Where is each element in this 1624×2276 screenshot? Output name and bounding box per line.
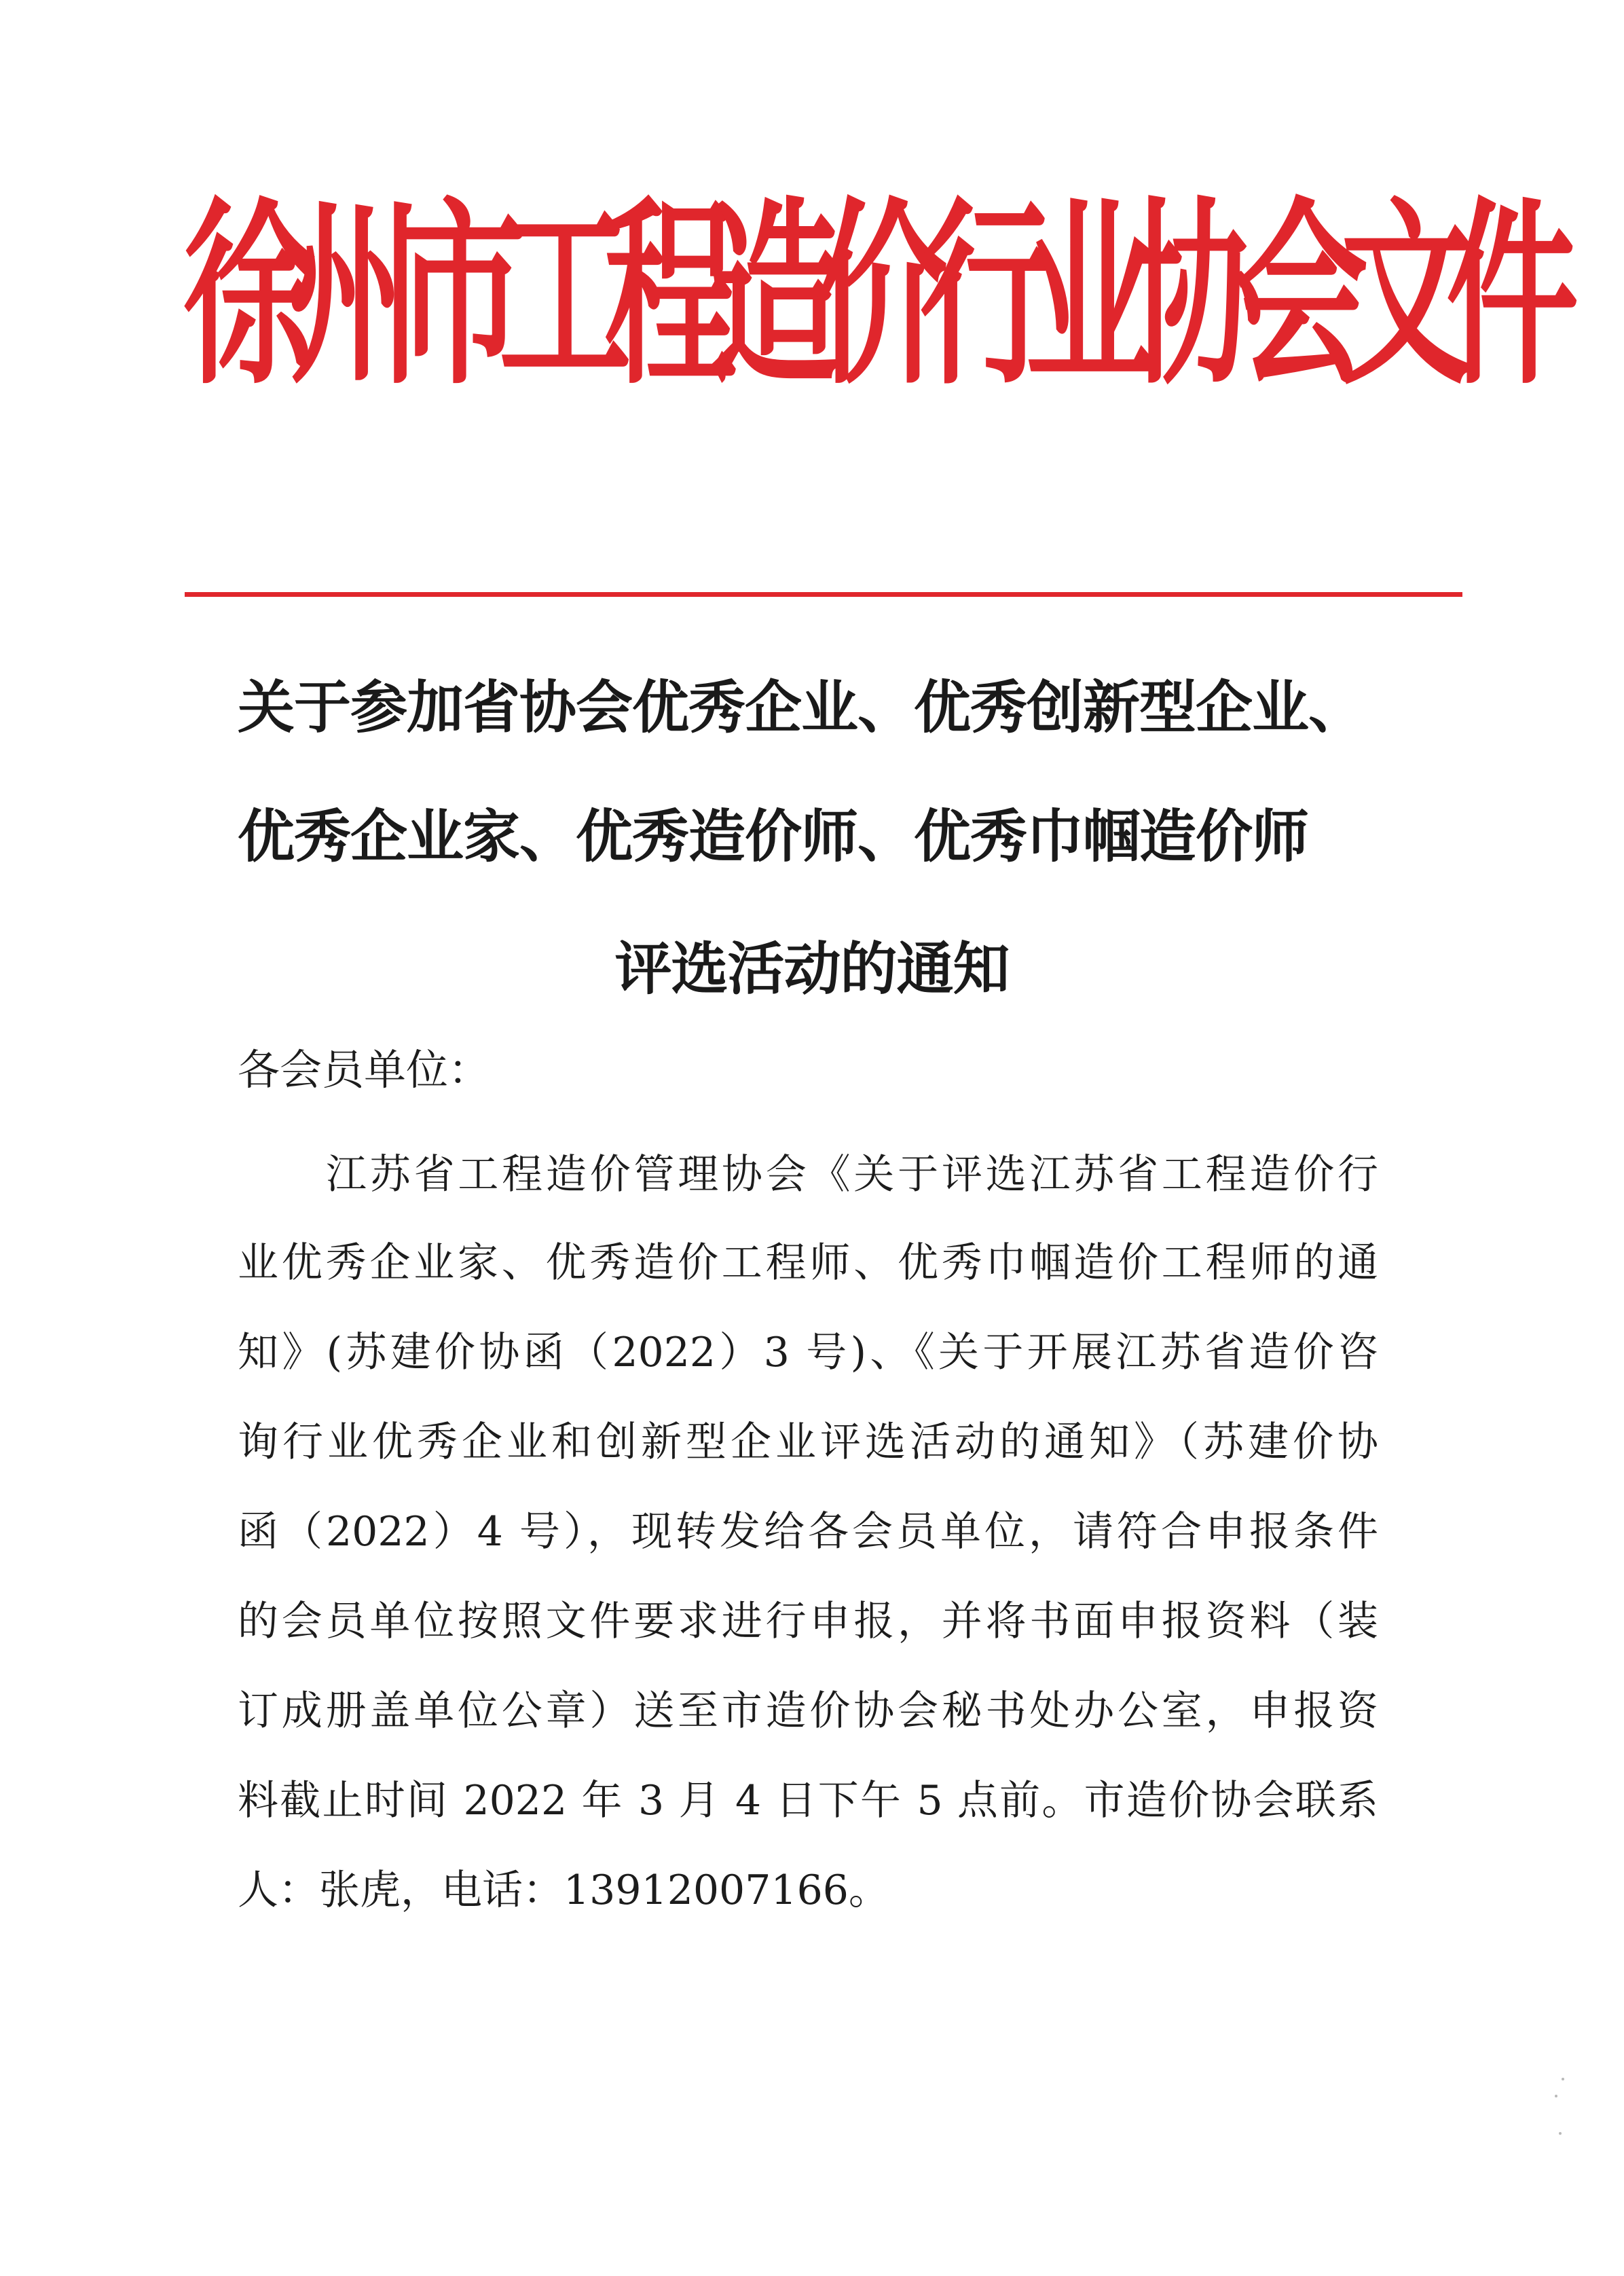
body-line: 询行业优秀企业和创新型企业评选活动的通知》（苏建价协 — [238, 1418, 1378, 1466]
masthead-char: 件 — [1446, 179, 1579, 411]
body-line: 知》(苏建价协函（2022）3 号)、《关于开展江苏省造价咨 — [238, 1329, 1378, 1376]
masthead-char: 价 — [815, 179, 947, 411]
scan-speck — [1562, 2078, 1564, 2080]
masthead-char: 工 — [499, 179, 631, 411]
body-line: 人：张虎，电话：13912007166。 — [238, 1867, 889, 1914]
masthead-char: 文 — [1341, 179, 1473, 411]
scan-speck — [1559, 2132, 1562, 2135]
salutation: 各会员单位： — [238, 1045, 491, 1095]
scan-speck — [1555, 2095, 1557, 2097]
masthead-char: 州 — [289, 179, 421, 411]
masthead-char: 会 — [1236, 179, 1368, 411]
masthead-char: 程 — [604, 179, 737, 411]
masthead-char: 业 — [1025, 179, 1158, 411]
body-line: 江苏省工程造价管理协会《关于评选江苏省工程造价行 — [326, 1151, 1378, 1198]
body-line: 的会员单位按照文件要求进行申报，并将书面申报资料（装 — [238, 1598, 1378, 1645]
body-line: 业优秀企业家、优秀造价工程师、优秀巾帼造价工程师的通 — [238, 1239, 1378, 1287]
notice-title-line-2: 优秀企业家、优秀造价师、优秀巾帼造价师 — [238, 803, 1309, 870]
masthead-char: 造 — [709, 179, 842, 411]
body-line: 订成册盖单位公章）送至市造价协会秘书处办公室，申报资 — [238, 1687, 1378, 1735]
notice-title-line-1: 关于参加省协会优秀企业、优秀创新型企业、 — [238, 674, 1365, 741]
masthead-title — [183, 179, 1579, 411]
red-divider-line — [185, 592, 1462, 597]
masthead-char: 协 — [1130, 179, 1263, 411]
body-line: 料截止时间 2022 年 3 月 4 日下午 5 点前。市造价协会联系 — [238, 1777, 1378, 1824]
masthead-char: 徐 — [183, 179, 316, 411]
masthead-char: 行 — [920, 179, 1052, 411]
masthead-char: 市 — [394, 179, 526, 411]
notice-title-line-3: 评选活动的通知 — [614, 935, 1010, 1002]
body-line: 函（2022）4 号），现转发给各会员单位，请符合申报条件 — [238, 1508, 1378, 1556]
